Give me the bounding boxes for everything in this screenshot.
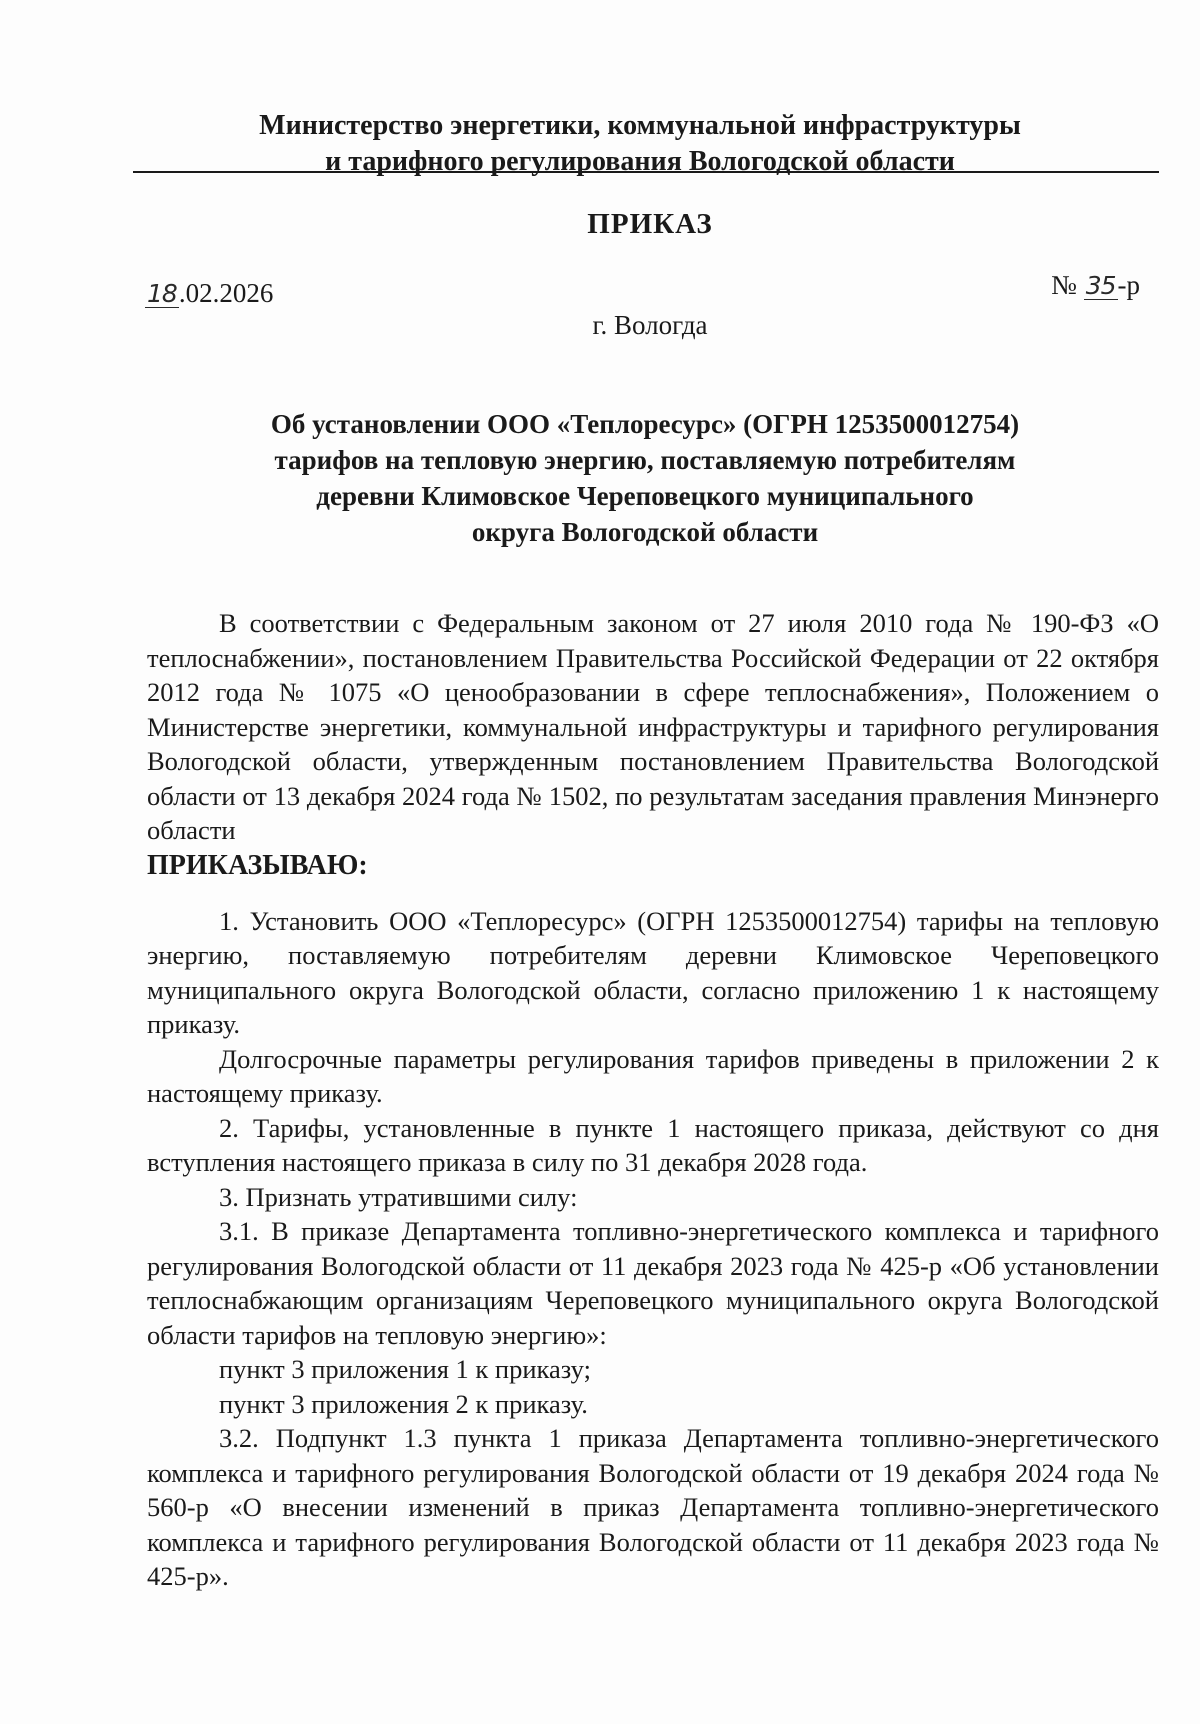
ministry-line-1: Министерство энергетики, коммунальной инфраструктуры	[259, 110, 1021, 141]
handwritten-number: 35	[1085, 271, 1116, 300]
number-prefix: №	[1051, 270, 1084, 300]
item-3-paragraph: 3. Признать утратившими силу:	[219, 1181, 578, 1212]
item-3-1-b-paragraph: пункт 3 приложения 2 к приказу.	[219, 1388, 588, 1419]
document-body	[147, 606, 1159, 1594]
item-3-1-paragraph: 3.1. В приказе Департамента топливно-энергетического комплекса и тарифного регулирования Вологодской области от 11 декабря 2023 года № 425-р «Об установлении теплоснабжающим организациям Череповецкого муниципального округа Вологодской области тарифов на тепловую энергию»:	[147, 1216, 1159, 1350]
document-type: ПРИКАЗ	[587, 208, 713, 240]
ministry-header	[140, 108, 1140, 180]
title-line-3: деревни Климовское Череповецкого муниципального	[316, 481, 974, 511]
handwritten-day: 18	[147, 279, 177, 308]
title-line-4: округа Вологодской области	[471, 517, 819, 547]
decree-heading: ПРИКАЗЫВАЮ:	[147, 849, 368, 881]
document-title	[180, 406, 1110, 550]
preamble-paragraph: В соответствии с Федеральным законом от 27 июля 2010 года № 190-ФЗ «О теплоснабжении», постановлением Правительства Российской Федерации от 22 октября 2012 года № 1075 «О ценообразовании в сфере теплоснабжения», Положением о Министерстве энергетики, коммунальной инфраструктуры и тарифного регулирования Вологодской области, утвержденным постановлением Правительства Вологодской области от 13 декабря 2024 года № 1502, по результатам заседания правления Минэнерго области	[147, 608, 1159, 845]
header-rule	[133, 171, 1159, 173]
document-city: г. Вологда	[592, 310, 708, 340]
title-line-2: тарифов на тепловую энергию, поставляемую потребителям	[274, 445, 1016, 475]
item-1-params-paragraph: Долгосрочные параметры регулирования тарифов приведены в приложении 2 к настоящему приказу.	[147, 1043, 1159, 1108]
item-1-paragraph: 1. Установить ООО «Теплоресурс» (ОГРН 1253500012754) тарифы на тепловую энергию, поставляемую потребителям деревни Климовское Череповецкого муниципального округа Вологодской области, согласно приложению 1 к настоящему приказу.	[147, 905, 1159, 1039]
date-month-year: .02.2026	[178, 278, 274, 308]
item-3-1-a-paragraph: пункт 3 приложения 1 к приказу;	[219, 1354, 591, 1384]
title-line-1: Об установлении ООО «Теплоресурс» (ОГРН 1253500012754)	[270, 409, 1020, 439]
document-number	[1051, 270, 1140, 301]
ministry-line-2: и тарифного регулирования Вологодской области	[325, 146, 955, 177]
item-2-paragraph: 2. Тарифы, установленные в пункте 1 настоящего приказа, действуют со дня вступления настоящего приказа в силу по 31 декабря 2028 года.	[147, 1112, 1159, 1177]
number-suffix: -р	[1117, 270, 1140, 300]
document-date	[145, 278, 273, 309]
item-3-2-paragraph: 3.2. Подпункт 1.3 пункта 1 приказа Департамента топливно-энергетического комплекса и тарифного регулирования Вологодской области от 19 декабря 2024 года № 560-р «О внесении изменений в приказ Департамента топливно-энергетического комплекса и тарифного регулирования Вологодской области от 11 декабря 2023 года № 425-р».	[147, 1423, 1159, 1591]
